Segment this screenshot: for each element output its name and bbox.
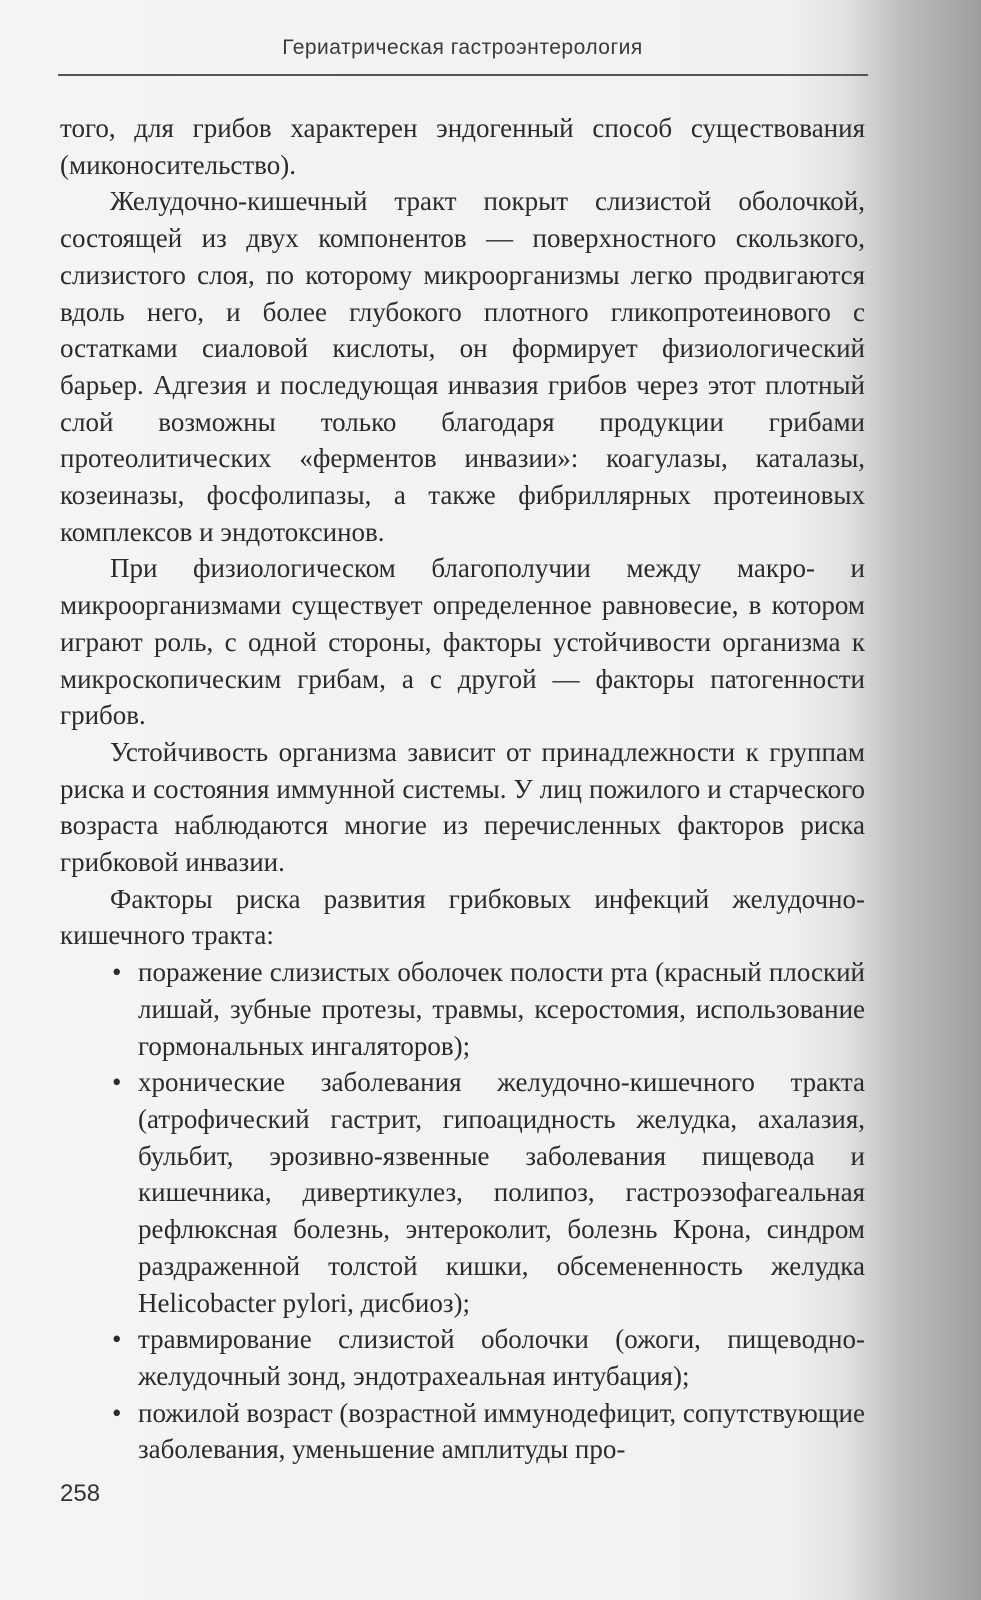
list-item (112, 954, 865, 1064)
list-item (112, 1064, 865, 1321)
paragraph: Устойчивость организма зависит от принадлежности к группам риска и состояния иммунной системы. У лиц пожилого и старческого возраста наблюдаются многие из перечисленных факторов риска грибковой инвазии. (60, 736, 865, 878)
list-item-text: хронические заболевания желудочно-кишечного тракта (атрофический гастрит, гипоацидность желудка, ахалазия, бульбит, эрозивно-язвенные заболевания пищевода и кишечника, дивертикулез, полипоз, гастроэзофагеальная рефлюксная болезнь, энтероколит, болезнь Крона, синдром раздраженной толстой кишки, обсемененность желудка Helicobacter pylori, дисбиоз); (138, 1067, 865, 1318)
list-item (112, 1395, 865, 1468)
header-rule (58, 74, 868, 76)
bullet-icon: • (112, 1397, 122, 1428)
list-item-text: поражение слизистых оболочек полости рта (красный плоский лишай, зубные протезы, травмы, ксеростомия, использование гормональных ингаляторов); (138, 957, 865, 1061)
paragraph: Желудочно-кишечный тракт покрыт слизистой оболочкой, состоящей из двух компонентов — поверхностного скользкого, слизистого слоя, по которому микроорганизмы легко продвигаются вдоль него, и более глубокого плотного гликопротеинового с остатками сиаловой кислоты, он формирует физиологический барьер. Адгезия и последующая инвазия грибов через этот плотный слой возможны только благодаря продукции грибами протеолитических «ферментов инвазии»: коагулазы, каталазы, козеиназы, фосфолипазы, а также фибриллярных протеиновых комплексов и эндотоксинов. (60, 186, 865, 547)
bullet-icon: • (112, 1324, 122, 1355)
running-head-title: Гериатрическая гастроэнтерология (282, 36, 643, 59)
list-intro-paragraph: Факторы риска развития грибковых инфекций желудочно-кишечного тракта: (60, 883, 865, 951)
list-item-text: травмирование слизистой оболочки (ожоги, пищеводно-желудочный зонд, эндотрахеальная интубация); (138, 1324, 865, 1391)
risk-factor-list (60, 954, 865, 1468)
page-number: 258 (60, 1480, 101, 1507)
paragraph-continued: того, для грибов характерен эндогенный способ существования (миконосительство). (60, 113, 865, 180)
paragraph: При физиологическом благополучии между макро- и микроорганизмами существует определенное равновесие, в котором играют роль, с одной стороны, факторы устойчивости организма к микроскопическим грибам, а с другой — факторы патогенности грибов. (60, 553, 865, 731)
list-item-text: пожилой возраст (возрастной иммунодефицит, сопутствующие заболевания, уменьшение амплитуды про- (138, 1397, 865, 1465)
list-item (112, 1321, 865, 1394)
body-text (60, 110, 865, 1468)
bullet-icon: • (112, 957, 122, 988)
bullet-icon: • (112, 1067, 122, 1098)
